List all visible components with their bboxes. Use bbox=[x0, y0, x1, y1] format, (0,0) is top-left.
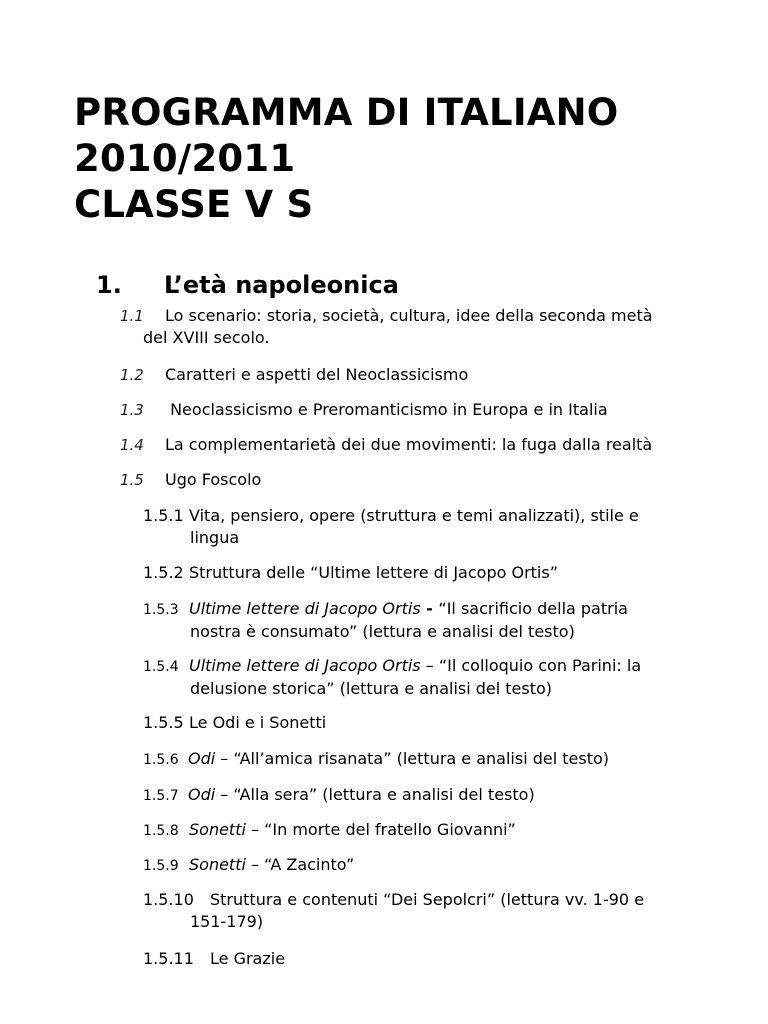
item-number: 1.5 bbox=[120, 471, 144, 489]
item-text: Caratteri e aspetti del Neoclassicismo bbox=[165, 365, 469, 384]
subitem-number: 1.5.2 bbox=[143, 563, 184, 582]
subitem-number: 1.5.9 bbox=[143, 858, 179, 874]
section-heading bbox=[96, 268, 399, 302]
title-line-2: 2010/2011 bbox=[74, 137, 296, 180]
sub-list-item bbox=[143, 712, 683, 734]
subitem-number: 1.5.6 bbox=[143, 752, 179, 768]
subitem-separator: – bbox=[245, 820, 265, 839]
document-title bbox=[74, 90, 618, 228]
item-number: 1.3 bbox=[120, 401, 144, 419]
item-number: 1.1 bbox=[120, 307, 144, 325]
subitem-number: 1.5.7 bbox=[143, 788, 179, 804]
subitem-number: 1.5.8 bbox=[143, 823, 179, 839]
subitem-number: 1.5.11 bbox=[143, 949, 194, 968]
subitem-number: 1.5.10 bbox=[143, 890, 194, 909]
subitem-text: Le Grazie bbox=[210, 949, 286, 968]
sub-list-item bbox=[143, 948, 683, 970]
sub-list-item bbox=[143, 562, 683, 584]
sub-list-item bbox=[143, 889, 683, 933]
subitem-text: “In morte del fratello Giovanni” bbox=[264, 820, 516, 839]
sub-list-item bbox=[143, 854, 683, 877]
subitem-text: “Il colloquio con Parini: la bbox=[438, 656, 642, 675]
subitem-work-title: Ultime lettere di Jacopo Ortis bbox=[189, 599, 421, 618]
item-number: 1.2 bbox=[120, 366, 144, 384]
subitem-work-title: Ultime lettere di Jacopo Ortis bbox=[189, 656, 421, 675]
subitem-work-title: Odi bbox=[188, 749, 216, 768]
subitem-text: “Il sacrificio della patria bbox=[438, 599, 628, 618]
subitem-text-continued: lingua bbox=[190, 528, 240, 547]
subitem-text: Struttura e contenuti “Dei Sepolcri” (lettura vv. 1-90 e bbox=[210, 890, 645, 909]
subitem-text: Le Odi e i Sonetti bbox=[189, 713, 327, 732]
subitem-text: “Alla sera” (lettura e analisi del testo) bbox=[233, 785, 535, 804]
subitem-work-title: Sonetti bbox=[189, 820, 246, 839]
sub-list-item bbox=[143, 598, 683, 643]
subitem-separator: – bbox=[215, 785, 234, 804]
list-item bbox=[120, 364, 690, 386]
subitem-separator: - bbox=[420, 599, 439, 618]
sub-list-item bbox=[143, 748, 683, 771]
subitem-separator: – bbox=[245, 855, 265, 874]
list-item bbox=[120, 469, 690, 491]
subitem-text: “A Zacinto” bbox=[264, 855, 355, 874]
item-text: Neoclassicismo e Preromanticismo in Europa e in Italia bbox=[165, 400, 608, 419]
subitem-work-title: Odi bbox=[188, 785, 216, 804]
subitem-text: Struttura delle “Ultime lettere di Jacopo Ortis” bbox=[189, 563, 558, 582]
subitem-separator: – bbox=[215, 749, 234, 768]
item-text: Lo scenario: storia, società, cultura, idee della seconda metà bbox=[165, 306, 653, 325]
subitem-work-title: Sonetti bbox=[189, 855, 246, 874]
item-text: Ugo Foscolo bbox=[165, 470, 262, 489]
subitem-text-continued: 151-179) bbox=[190, 912, 264, 931]
sub-list-item bbox=[143, 784, 683, 807]
list-item bbox=[120, 305, 690, 349]
subitem-number: 1.5.1 bbox=[143, 506, 184, 525]
subitem-text: Vita, pensiero, opere (struttura e temi analizzati), stile e bbox=[189, 506, 639, 525]
item-text: La complementarietà dei due movimenti: la fuga dalla realtà bbox=[165, 435, 653, 454]
section-number: 1. bbox=[96, 271, 122, 299]
sub-list-item bbox=[143, 819, 683, 842]
item-text-continued: del XVIII secolo. bbox=[143, 328, 270, 347]
title-line-1: PROGRAMMA DI ITALIANO bbox=[74, 91, 619, 134]
sub-list-item bbox=[143, 655, 683, 700]
item-number: 1.4 bbox=[120, 436, 144, 454]
subitem-number: 1.5.3 bbox=[143, 602, 179, 618]
subitem-number: 1.5.5 bbox=[143, 713, 184, 732]
subitem-text: “All’amica risanata” (lettura e analisi del testo) bbox=[233, 749, 610, 768]
list-item bbox=[120, 399, 690, 421]
subitem-separator: – bbox=[420, 656, 439, 675]
list-item bbox=[120, 434, 690, 456]
subitem-text-continued: delusione storica” (lettura e analisi del testo) bbox=[190, 679, 553, 698]
subitem-text-continued: nostra è consumato” (lettura e analisi del testo) bbox=[190, 622, 575, 641]
title-line-3: CLASSE V S bbox=[74, 183, 314, 226]
section-title: L’età napoleonica bbox=[164, 271, 399, 299]
sub-list-item bbox=[143, 505, 683, 549]
subitem-number: 1.5.4 bbox=[143, 659, 179, 675]
